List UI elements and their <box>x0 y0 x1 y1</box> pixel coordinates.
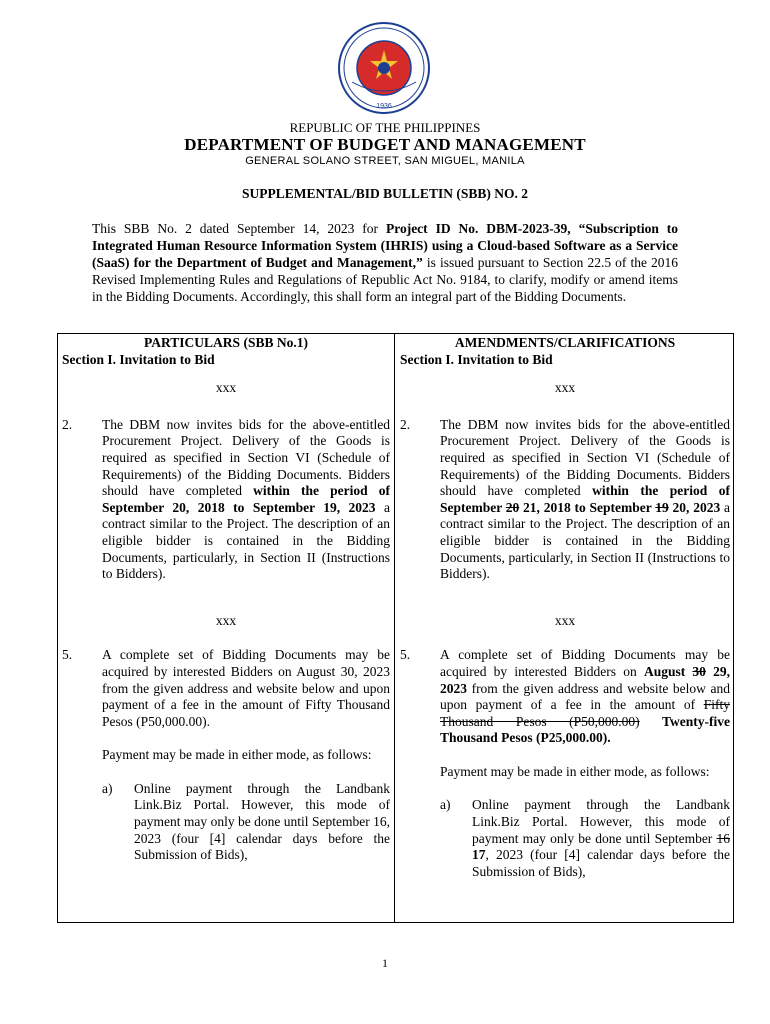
left-ellipsis-1: xxx <box>215 380 237 396</box>
amendments-column <box>400 333 730 922</box>
left-item-2: 2. The DBM now invites bids for the above-entitled Procurement Project. Delivery of the Goods is required as specified in Section VI (Schedule of Requirements) of the Bidding Documents. Bidders should have completed within the period of September 20, 2018 to September 19, 2023 a contract similar to the Project. The description of an eligible bidder is contained in the Bidding Documents, particularly, in Section II (Instructions to Bidders). <box>62 416 390 582</box>
right-section-title: Section I. Invitation to Bid <box>400 351 553 367</box>
seal-year: 1936 <box>376 103 392 110</box>
right-ellipsis-1: xxx <box>554 380 576 396</box>
particulars-header: PARTICULARS (SBB No.1) <box>144 335 308 350</box>
page-number: 1 <box>382 956 388 970</box>
republic-label: REPUBLIC OF THE PHILIPPINES <box>289 120 481 135</box>
particulars-column <box>62 333 390 922</box>
right-item-2: 2. The DBM now invites bids for the above-entitled Procurement Project. Delivery of the Goods is required as specified in Section VI (Schedule of Requirements) of the Bidding Documents. Bidders should have completed within the period of September 20 21, 2018 to September 19 20, 2023 a contract similar to the Project. The description of an eligible bidder is contained in the Bidding Documents, particularly, in Section II (Instructions to Bidders). <box>400 416 730 582</box>
department-address: GENERAL SOLANO STREET, SAN MIGUEL, MANILA <box>245 155 525 167</box>
left-item-5: 5. A complete set of Bidding Documents may be acquired by interested Bidders on August 30, 2023 from the given address and website below and upon payment of a fee in the amount of Fifty Thousand Pesos (P50,000.00). Payment may be made in either mode, as follows: a) Online payment through the Landbank Link.Biz Portal. However, this mode of payment may only be done until September 16, 2023 (four [4] calendar days before the Submission of Bids), <box>62 647 390 863</box>
right-ellipsis-2: xxx <box>554 612 576 628</box>
project-id: Project ID No. DBM-2023-39, “Subscription to Integrated Human Resource Information System (IHRIS) using a Cloud-based Software as a Service (SaaS) for the Department of Budget and Management,” <box>92 221 678 270</box>
department-title: DEPARTMENT OF BUDGET AND MANAGEMENT <box>184 135 586 154</box>
table-bottom-border <box>57 922 734 923</box>
right-item-5: 5. A complete set of Bidding Documents may be acquired by interested Bidders on August 30 29, 2023 from the given address and website below and upon payment of a fee in the amount of Fifty Thousand Pesos (P50,000.00) Twenty-five Thousand Pesos (P25,000.00). Payment may be made in either mode, as follows: a) Online payment through the Landbank Link.Biz Portal. However, this mode of payment may only be done until September 16 17, 2023 (four [4] calendar days before the Submission of Bids), <box>400 647 730 879</box>
left-section-title: Section I. Invitation to Bid <box>62 351 215 367</box>
bulletin-title: SUPPLEMENTAL/BID BULLETIN (SBB) NO. 2 <box>242 186 528 201</box>
dbm-seal-logo <box>338 22 430 114</box>
left-sub-a: a) Online payment through the Landbank Link.Biz Portal. However, this mode of payment may only be done until September 16, 2023 (four [4] calendar days before the Submission of Bids), <box>102 780 390 863</box>
table-divider <box>394 333 395 922</box>
right-sub-a: a) Online payment through the Landbank Link.Biz Portal. However, this mode of payment may only be done until September 16 17, 2023 (four [4] calendar days before the Submission of Bids), <box>440 797 730 879</box>
left-ellipsis-2: xxx <box>215 612 237 628</box>
amendments-header: AMENDMENTS/CLARIFICATIONS <box>454 335 676 350</box>
intro-paragraph: This SBB No. 2 dated September 14, 2023 for Project ID No. DBM-2023-39, “Subscription to Integrated Human Resource Information System (IHRIS) using a Cloud-based Software as a Service (SaaS) for the Department of Budget and Management,” is issued pursuant to Section 22.5 of the 2016 Revised Implementing Rules and Regulations of Republic Act No. 9184, to clarify, modify or amend items in the Bidding Documents. Accordingly, this shall form an integral part of the Bidding Documents. <box>92 221 678 304</box>
